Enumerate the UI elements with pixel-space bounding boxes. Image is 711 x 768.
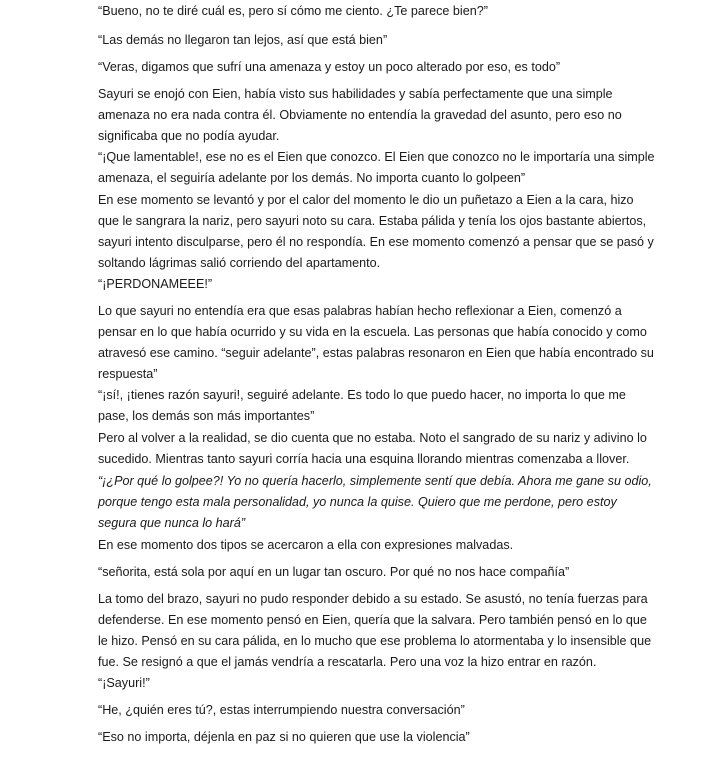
text-line: amenaza no era nada contra él. Obviamente no entendía la gravedad del asunto, pero eso no: [98, 108, 622, 122]
text-line: “Las demás no llegaron tan lejos, así que está bien”: [98, 33, 388, 47]
text-line: “¡PERDONAMEEE!”: [98, 277, 213, 291]
text-line: “señorita, está sola por aquí en un lugar tan oscuro. Por qué no nos hace compañía”: [98, 565, 570, 579]
paragraph-4: [98, 84, 643, 147]
paragraph-9: [98, 385, 643, 427]
text-line: “¡Sayuri!”: [98, 676, 150, 690]
text-line: En ese momento dos tipos se acercaron a ella con expresiones malvadas.: [98, 538, 514, 552]
text-line: Sayuri se enojó con Eien, había visto sus habilidades y sabía perfectamente que una simple: [98, 87, 613, 101]
text-line: fue. Se resignó a que el jamás vendría a rescatarla. Pero una voz la hizo entrar en razón.: [98, 655, 597, 669]
paragraph-2: [98, 30, 643, 51]
text-line: amenaza, el seguiría adelante por los demás. No importa cuanto lo golpeen”: [98, 171, 526, 185]
text-line: Pero al volver a la realidad, se dio cuenta que no estaba. Noto el sangrado de su nariz y adivino lo: [98, 431, 647, 445]
text-line: pensar en lo que había ocurrido y su vida en la escuela. Las personas que había conocido y como: [98, 325, 647, 339]
text-line: porque tengo esta mala personalidad, yo nunca la quise. Quiero que me perdone, pero estoy: [98, 495, 617, 509]
text-line: sayuri intento disculparse, pero él no respondía. En ese momento comenzó a pensar que se pasó y: [98, 235, 654, 249]
paragraph-14: [98, 589, 652, 673]
text-line: “Bueno, no te diré cuál es, pero sí cómo me ciento. ¿Te parece bien?”: [98, 4, 488, 18]
text-line: respuesta”: [98, 367, 158, 381]
text-line: que le sangrara la nariz, pero sayuri noto su cara. Estaba pálida y tenía los ojos bastante abiertos,: [98, 214, 647, 228]
paragraph-3: [98, 57, 643, 78]
paragraph-8: [98, 301, 654, 385]
text-line: “Eso no importa, déjenla en paz si no quieren que use la violencia”: [98, 730, 470, 744]
text-line: “He, ¿quién eres tú?, estas interrumpiendo nuestra conversación”: [98, 703, 465, 717]
text-line: La tomo del brazo, sayuri no pudo responder debido a su estado. Se asustó, no tenía fuerzas para: [98, 592, 648, 606]
paragraph-11: [98, 471, 652, 534]
paragraph-13: [98, 562, 643, 583]
text-line: sucedido. Mientras tanto sayuri corría hacia una esquina llorando mientras comenzaba a llover.: [98, 452, 630, 466]
paragraph-15: [98, 673, 643, 694]
text-line: le hizo. Pensó en su cara pálida, en lo mucho que ese problema lo atormentaba y lo insensible que: [98, 634, 652, 648]
paragraph-7: [98, 274, 643, 295]
paragraph-17: [98, 727, 643, 748]
text-line: “Veras, digamos que sufrí una amenaza y estoy un poco alterado por eso, es todo”: [98, 60, 561, 74]
text-line: significaba que no podía ayudar.: [98, 129, 280, 143]
text-line: Lo que sayuri no entendía era que esas palabras habían hecho reflexionar a Eien, comenzó a: [98, 304, 622, 318]
text-line: soltando lágrimas salió corriendo del apartamento.: [98, 256, 381, 270]
paragraph-10: [98, 428, 647, 470]
paragraph-5: [98, 147, 655, 189]
text-line: pase, los demás son más importantes”: [98, 409, 315, 423]
text-line: defenderse. En ese momento pensó en Eien, quería que la salvara. Pero también pensó en lo que: [98, 613, 647, 627]
text-line: En ese momento se levantó y por el calor del momento le dio un puñetazo a Eien a la cara, hizo: [98, 193, 634, 207]
paragraph-1: [98, 1, 643, 22]
paragraph-12: [98, 535, 643, 556]
text-line: “¡¿Por qué lo golpee?! Yo no quería hacerlo, simplemente sentí que debía. Ahora me gane su odio,: [98, 474, 652, 488]
text-line: segura que nunca lo hará”: [98, 516, 246, 530]
text-line: “¡sí!, ¡tienes razón sayuri!, seguiré adelante. Es todo lo que puedo hacer, no importa lo que me: [98, 388, 626, 402]
text-line: atravesó ese camino. “seguir adelante”, estas palabras resonaron en Eien que había encontrado su: [98, 346, 654, 360]
text-line: “¡Que lamentable!, ese no es el Eien que conozco. El Eien que conozco no le importaría una simple: [98, 150, 655, 164]
paragraph-6: [98, 190, 654, 274]
paragraph-16: [98, 700, 643, 721]
